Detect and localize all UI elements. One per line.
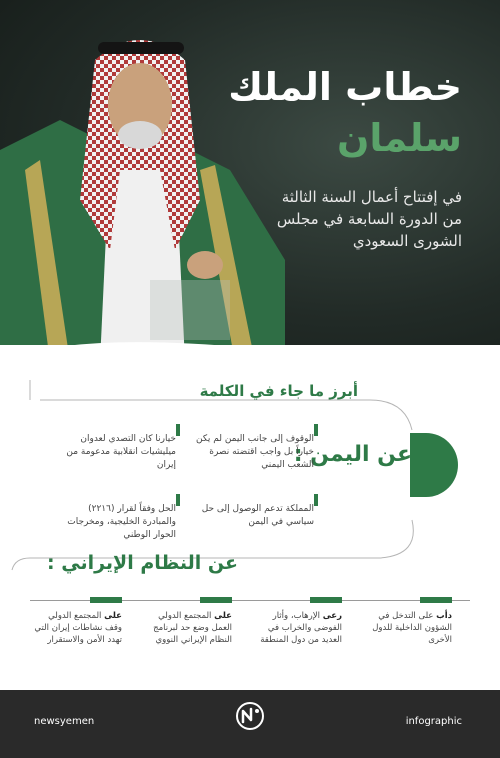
marker <box>176 424 180 436</box>
title-line-2: سلمان <box>336 116 462 160</box>
iran-point-1-text: على التدخل في الشؤون الداخلية للدول الأخرى <box>372 611 452 645</box>
title-line-1: خطاب الملك <box>228 65 462 109</box>
iran-point-4 <box>30 610 122 646</box>
yemen-point-2: خيارنا كان التصدي لعدوان ميليشيات انقلابية مدعومة من إيران <box>66 434 176 470</box>
iran-point-3 <box>140 610 232 646</box>
newsyemen-logo-icon <box>235 701 265 731</box>
marker <box>314 494 318 506</box>
iran-point-4-text: المجتمع الدولي وقف نشاطات إيران التي تهدد الأمن والاستقرار <box>34 611 122 645</box>
yemen-point-1: الوقوف إلى جانب اليمن لم يكن خياراً بل واجب اقتضته نصرة الشعب اليمني <box>196 434 314 470</box>
iran-label: عن النظام الإيراني : <box>47 552 238 574</box>
iran-point-2 <box>250 610 342 646</box>
iran-point-1 <box>360 610 452 646</box>
marker <box>314 424 318 436</box>
marker <box>176 494 180 506</box>
iran-point-2-text: الإرهاب، وأثار الفوضى والخراب في العديد من دول المنطقة <box>260 611 342 645</box>
yemen-point-3: المملكة تدعم الوصول إلى حل سياسي في اليمن <box>201 504 314 527</box>
footer-kind: infographic <box>405 716 462 727</box>
iran-bar <box>310 597 342 603</box>
king-portrait-image <box>0 0 300 362</box>
hero-subtitle: في إفتتاح أعمال السنة الثالثة من الدورة السابعة في مجلس الشورى السعودي <box>276 188 462 250</box>
footer-brand: newsyemen <box>34 716 95 727</box>
iran-point-4-lead: على <box>104 611 122 621</box>
highlights-heading: أبرز ما جاء في الكلمة <box>199 382 358 400</box>
iran-point-3-text: المجتمع الدولي العمل وضع حد لبرنامج النظام الإيراني النووي <box>153 611 232 645</box>
iran-point-1-lead: دأب <box>436 611 452 621</box>
hero-section <box>0 0 500 362</box>
hero-title <box>202 62 462 164</box>
iran-point-2-lead: رعى <box>322 611 342 621</box>
yemen-label: عن اليمن : <box>293 442 412 467</box>
iran-bar <box>90 597 122 603</box>
iran-bar <box>420 597 452 603</box>
iran-point-3-lead: على <box>214 611 232 621</box>
iran-bar <box>200 597 232 603</box>
yemen-point-4: الحل وفقاً لقرار (٢٢١٦) والمبادرة الخليجية، ومخرجات الحوار الوطني <box>67 504 176 540</box>
